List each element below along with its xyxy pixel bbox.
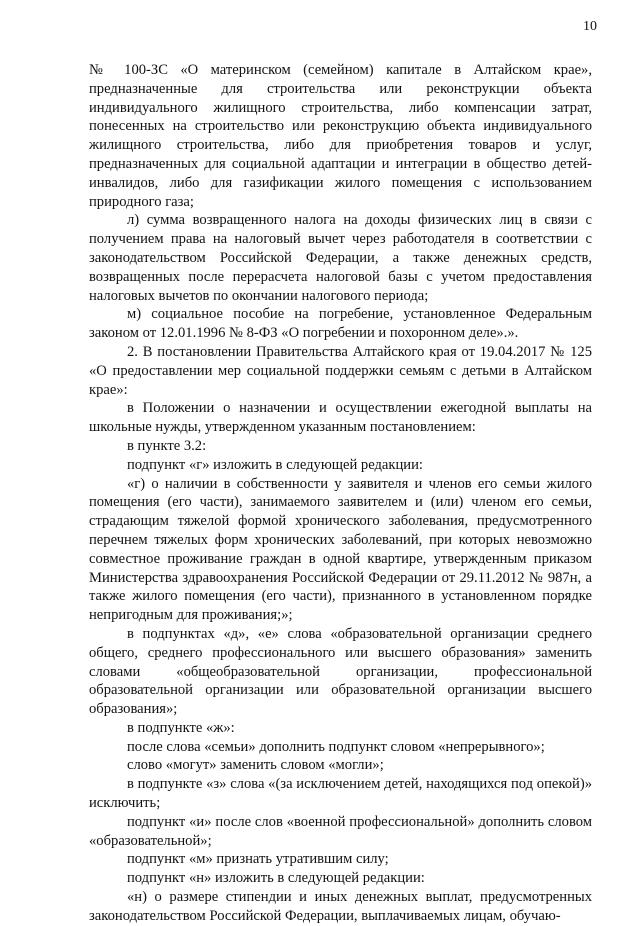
document-body: [89, 61, 592, 926]
paragraph: подпункт «н» изложить в следующей редакции:: [127, 870, 425, 887]
paragraph: подпункт «и» после слов «военной профессиональной» дополнить словом «образовательной»;: [89, 813, 592, 849]
page-number: 10: [583, 19, 597, 34]
paragraph: подпункт «г» изложить в следующей редакции:: [127, 456, 423, 473]
paragraph: л) сумма возвращенного налога на доходы физических лиц в связи с получением права на налоговый вычет через работодателя в соответствии с законодательством Российской Федерации, а также денежных средств, возвращенных после перерасчета налоговой базы с учетом предоставления налоговых вычетов по окончании налогового периода;: [89, 212, 592, 304]
paragraph: подпункт «м» признать утратившим силу;: [127, 851, 389, 868]
paragraph: м) социальное пособие на погребение, установленное Федеральным законом от 12.01.1996 № 8-ФЗ «О погребении и похоронном деле».».: [89, 306, 592, 342]
paragraph: в подпунктах «д», «е» слова «образовательной организации среднего общего, среднего профессионального или высшего образования» заменить словами «общеобразовательной организации, профессиональной образовательной организации или образовательной организации высшего образования»;: [89, 625, 592, 718]
paragraph: в пункте 3.2:: [127, 437, 207, 454]
paragraph: «г) о наличии в собственности у заявителя и членов его семьи жилого помещения (его части), занимаемого заявителем и (или) членом его семьи, страдающим тяжелой формой хронического заболевания, предусмотренного перечнем тяжелых форм хронических заболеваний, при которых невозможно совместное проживание граждан в одной квартире, утвержденным приказом Министерства здравоохранения Российской Федерации от 29.11.2012 № 987н, а также жилого помещения (его части), признанного в установленном порядке непригодным для проживания;»;: [89, 475, 592, 624]
paragraph: в Положении о назначении и осуществлении ежегодной выплаты на школьные нужды, утвержденном указанным постановлением:: [89, 400, 592, 436]
paragraph: № 100-ЗС «О материнском (семейном) капитале в Алтайском крае», предназначенные для строительства или реконструкции объекта индивидуального жилищного строительства, либо компенсации затрат, понесенных на строительство или реконструкцию объекта индивидуального жилищного строительства, либо для приобретения товаров и услуг, предназначенных для социальной адаптации и интеграции в общество детей-инвалидов, либо для газификации жилого помещения с использованием природного газа;: [89, 62, 592, 210]
paragraph: «н) о размере стипендии и иных денежных выплат, предусмотренных законодательством Российской Федерации, выплачиваемых лицам, обучаю-: [89, 889, 592, 924]
paragraph: в подпункте «ж»:: [127, 719, 235, 736]
paragraph: после слова «семьи» дополнить подпункт словом «непрерывного»;: [127, 738, 545, 755]
paragraph: 2. В постановлении Правительства Алтайского края от 19.04.2017 № 125 «О предоставлении мер социальной поддержки семьям с детьми в Алтайском крае»:: [89, 343, 592, 398]
paragraph: в подпункте «з» слова «(за исключением детей, находящихся под опекой)» исключить;: [89, 776, 592, 812]
paragraph: слово «могут» заменить словом «могли»;: [127, 757, 384, 774]
